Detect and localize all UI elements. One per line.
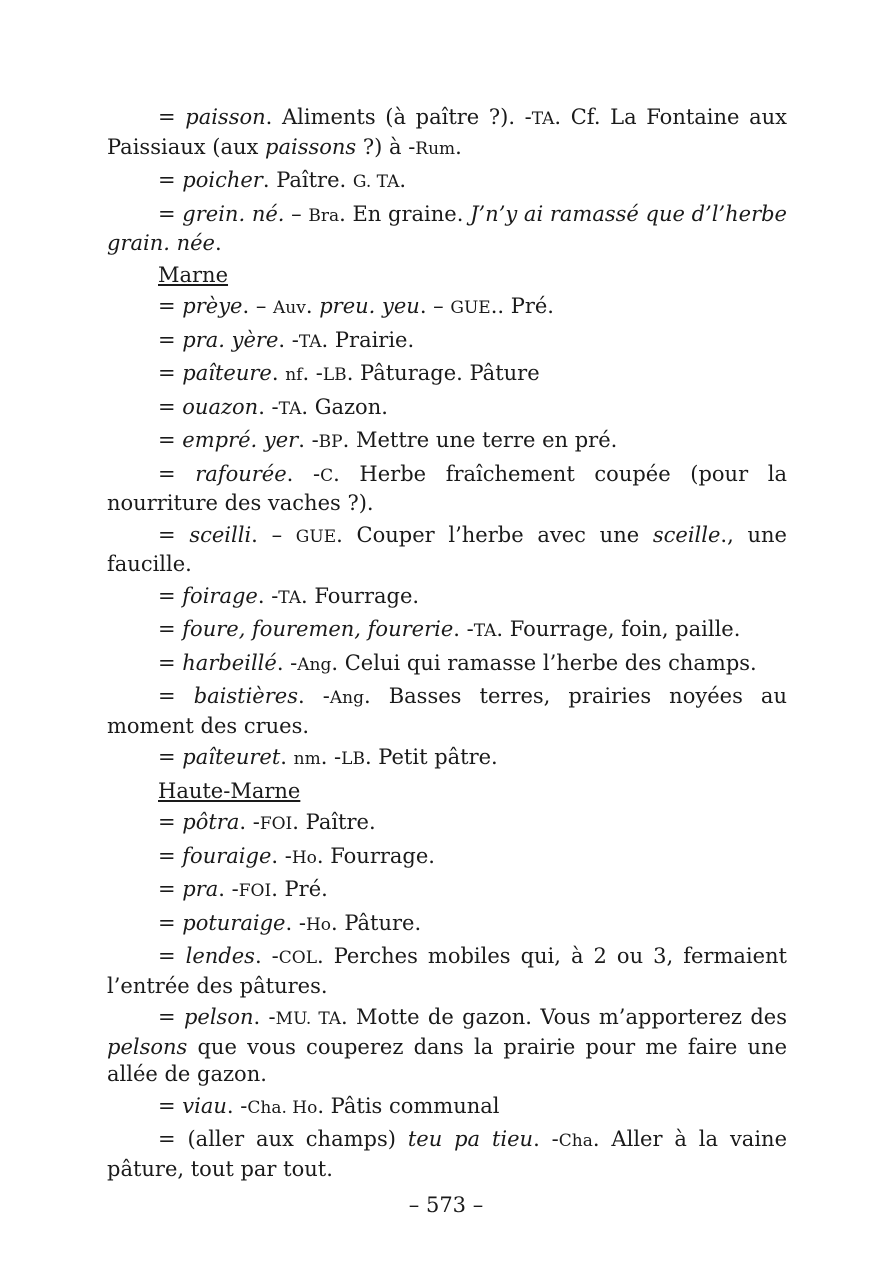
entry-term: lendes <box>185 944 255 968</box>
entry-text: . Aliments (à paître ?). - <box>265 105 532 129</box>
entry-text: ., une faucille. <box>107 522 787 576</box>
section-heading: Marne <box>158 262 229 287</box>
entry-text: = <box>158 745 183 769</box>
entry-text: .. Pré. <box>490 294 554 318</box>
entry-term: paîteure <box>182 361 272 385</box>
source-abbrev: nf <box>285 365 303 385</box>
entry-text: . - <box>271 843 292 868</box>
source-abbrev: nm <box>293 749 321 769</box>
dictionary-entry <box>107 104 787 163</box>
entry-text: . <box>280 745 294 769</box>
entry-text: . Gazon. <box>301 394 388 419</box>
entry-text: . - <box>254 944 279 968</box>
dictionary-entry <box>107 167 787 197</box>
dictionary-entry <box>107 201 787 258</box>
entry-text: . - <box>218 877 239 901</box>
entry-term: fouraige <box>182 843 272 868</box>
entry-term: preu. yeu <box>319 294 420 318</box>
entry-text: = <box>158 201 183 226</box>
dictionary-entry <box>107 809 787 839</box>
page-number: – 573 – <box>408 1193 484 1217</box>
entry-term: foure, fouremen, fourerie <box>182 617 454 641</box>
entry-term: rafourée <box>195 461 287 486</box>
source-abbrev: Ho <box>305 914 331 935</box>
entry-text: . - <box>298 428 319 452</box>
entry-text: . Aller à la vaine pâture, tout par tout. <box>107 1127 787 1181</box>
entry-text: . - <box>258 394 279 419</box>
dictionary-entry <box>107 461 787 518</box>
entry-term: pelson <box>183 1005 254 1029</box>
entry-term: pôtra <box>182 810 240 834</box>
entry-text: = <box>158 294 183 318</box>
entry-text: . Prairie. <box>321 327 415 352</box>
entry-text: = <box>158 583 183 608</box>
source-abbrev: GUE <box>450 298 491 318</box>
source-abbrev: Cha <box>558 1131 593 1151</box>
entry-term: grein. né. <box>182 201 285 226</box>
entry-text: = <box>158 327 183 352</box>
entry-text: . Paître. <box>292 810 376 834</box>
entry-text: = <box>158 650 183 675</box>
entry-text: . - <box>239 810 260 834</box>
entry-text: . - <box>286 461 321 486</box>
dictionary-entry <box>107 910 787 940</box>
source-abbrev: C <box>320 465 334 486</box>
entry-text: . Pâturage. Pâture <box>346 361 540 385</box>
entry-text: . Celui qui ramasse l’herbe des champs. <box>331 650 757 675</box>
dictionary-entry <box>107 327 787 357</box>
entry-text: = <box>158 361 183 385</box>
entry-term: pra. yère <box>182 327 279 352</box>
entry-text: . - <box>297 684 330 708</box>
entry-text: . Motte de gazon. Vous m’apporterez des <box>341 1005 787 1029</box>
entry-text: ?) à - <box>356 134 416 159</box>
source-abbrev: Cha. Ho <box>247 1097 318 1118</box>
entry-text: = <box>158 617 183 641</box>
dictionary-entry <box>107 360 787 390</box>
dictionary-entry <box>107 744 787 774</box>
entry-text: . <box>399 168 407 192</box>
entry-term: pelsons <box>107 1034 188 1059</box>
source-abbrev: Bra <box>308 205 340 226</box>
entry-text: . Couper l’herbe avec une <box>336 522 653 547</box>
entry-text: . <box>305 294 320 318</box>
entry-text: . - <box>533 1127 559 1151</box>
entry-text: . Fourrage, foin, paille. <box>496 617 741 641</box>
entry-term: prèye <box>182 294 243 318</box>
entry-text: = <box>158 105 186 129</box>
dictionary-entry <box>107 522 787 579</box>
entry-text: que vous couperez dans la prairie pour me faire une allée de gazon. <box>107 1034 787 1086</box>
entry-text: . Pâtis communal <box>317 1093 500 1118</box>
entry-text: = <box>158 461 196 486</box>
entry-text: . - <box>276 650 298 675</box>
entry-text: . Pré. <box>271 877 328 901</box>
entry-text: = <box>158 522 190 547</box>
source-abbrev: Ang <box>329 688 364 708</box>
entry-text: . - <box>226 1093 248 1118</box>
entry-text: = <box>158 910 183 935</box>
entry-text: . - <box>302 361 323 385</box>
entry-text: . <box>271 361 286 385</box>
entry-text: . - <box>278 327 299 352</box>
entry-text: . Petit pâtre. <box>364 745 498 769</box>
source-abbrev: BP <box>318 432 343 452</box>
entry-text: = <box>158 877 183 901</box>
entry-term: pra <box>182 877 219 901</box>
entry-term: paisson <box>185 105 266 129</box>
source-abbrev: Rum <box>415 138 456 159</box>
dictionary-entry <box>107 843 787 873</box>
source-abbrev: GUE <box>295 526 337 547</box>
entry-text: . Pâture. <box>331 910 422 935</box>
entry-text: . En graine. <box>339 201 471 226</box>
dictionary-entry <box>107 1126 787 1183</box>
source-abbrev: COL <box>278 948 318 968</box>
entry-text: . – <box>419 294 451 318</box>
section-heading: Haute-Marne <box>158 778 301 803</box>
dictionary-entry <box>107 616 787 646</box>
entry-text: = <box>158 394 183 419</box>
entry-term: poturaige <box>182 910 286 935</box>
entry-term: teu pa tieu <box>407 1127 534 1151</box>
entry-text: . - <box>257 583 279 608</box>
source-abbrev: FOI <box>238 881 272 901</box>
entry-text: . Fourrage. <box>300 583 420 608</box>
entry-term: baistières <box>193 684 298 708</box>
entry-term: viau <box>182 1093 227 1118</box>
entry-term: poicher <box>182 168 263 192</box>
entry-term: ouazon <box>182 394 259 419</box>
source-abbrev: LB <box>341 749 365 769</box>
entry-text: = <box>158 1093 183 1118</box>
source-abbrev: TA <box>531 109 555 129</box>
source-abbrev: TA <box>473 621 497 641</box>
dictionary-entry <box>107 943 787 1000</box>
entry-text: . Mettre une terre en pré. <box>342 428 618 452</box>
source-abbrev: LB <box>322 365 347 385</box>
entry-text: . Basses terres, prairies noyées au moment des crues. <box>107 684 787 738</box>
entry-term: harbeillé <box>182 650 277 675</box>
dictionary-entry <box>107 427 787 457</box>
source-abbrev: MU. TA <box>275 1009 342 1029</box>
source-abbrev: FOI <box>259 814 293 834</box>
source-abbrev: G. TA <box>352 172 400 192</box>
entry-term: foirage <box>182 583 258 608</box>
entry-text: . - <box>285 910 306 935</box>
entry-text: . Herbe fraîchement coupée (pour la nourriture des vaches ?). <box>107 461 788 515</box>
entry-term: sceilli <box>189 522 252 547</box>
entry-text: . – <box>251 522 296 547</box>
source-abbrev: TA <box>278 587 301 608</box>
source-abbrev: TA <box>298 331 322 352</box>
dictionary-entry <box>107 1093 787 1123</box>
entry-term: sceille <box>652 522 721 547</box>
dictionary-entry <box>107 876 787 906</box>
entry-text: . - <box>320 745 342 769</box>
entry-text: . Perches mobiles qui, à 2 ou 3, fermaient l’entrée des pâtures. <box>107 944 787 998</box>
entry-text: = (aller aux champs) <box>158 1127 408 1151</box>
entry-text: = <box>158 843 183 868</box>
dictionary-entry <box>107 683 787 740</box>
entry-text: = <box>158 944 186 968</box>
dictionary-entry <box>107 293 787 323</box>
entry-term: paîteuret <box>182 745 281 769</box>
dictionary-entry <box>107 394 787 424</box>
source-abbrev: Ho <box>291 847 317 868</box>
entry-text: . Fourrage. <box>316 843 435 868</box>
entry-text: = <box>158 1005 184 1029</box>
entry-text: = <box>158 810 183 834</box>
entry-text: . - <box>253 1005 276 1029</box>
entry-text: . Paître. <box>262 168 353 192</box>
source-abbrev: TA <box>278 398 302 419</box>
entry-term: empré. yer <box>182 428 299 452</box>
dictionary-entry <box>107 1004 787 1089</box>
entry-text: = <box>158 168 183 192</box>
dictionary-entry <box>107 583 787 613</box>
entry-text: . <box>214 231 222 255</box>
entry-text: . <box>455 134 462 159</box>
page-body <box>107 104 787 1187</box>
entry-text: – <box>284 201 309 226</box>
source-abbrev: Ang <box>297 654 332 675</box>
entry-text: = <box>158 428 183 452</box>
source-abbrev: Auv <box>273 298 306 318</box>
entry-term: paissons <box>265 134 357 159</box>
entry-text: . Cf. La Fontaine aux Paissiaux (aux <box>107 105 787 159</box>
dictionary-entry <box>107 650 787 680</box>
entry-term: J’n’y ai ramassé que d’l’herbe grain. née <box>107 201 787 255</box>
entry-text: . – <box>242 294 274 318</box>
entry-text: . - <box>453 617 474 641</box>
entry-text: = <box>158 684 194 708</box>
